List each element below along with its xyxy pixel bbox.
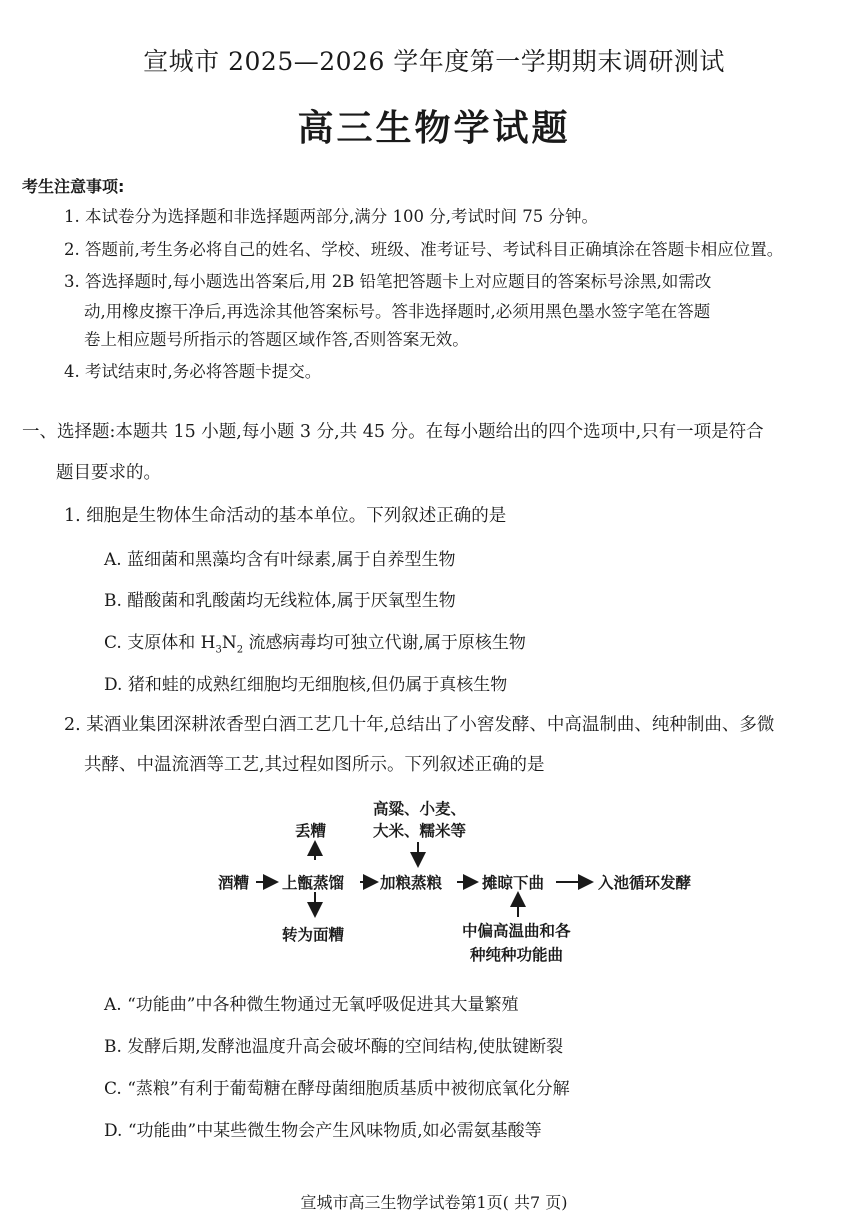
notice-item-4: 4. 考试结束时,务必将答题卡提交。 <box>64 362 322 381</box>
section-heading: 一、选择题:本题共 15 小题,每小题 3 分,共 45 分。在每小题给出的四个选项中,只有一项是符合 <box>22 422 764 442</box>
subject-title: 高三生物学试题 <box>297 108 571 149</box>
notice-item-2: 2. 答题前,考生务必将自己的姓名、学校、班级、准考证号、考试科目正确填涂在答题卡相应位置。 <box>64 240 784 259</box>
question-2-option-d: D. “功能曲”中某些微生物会产生风味物质,如必需氨基酸等 <box>104 1121 542 1141</box>
notice-item-1: 1. 本试卷分为选择题和非选择题两部分,满分 100 分,考试时间 75 分钟。 <box>64 207 598 226</box>
question-2-option-b: B. 发酵后期,发酵池温度升高会破坏酶的空间结构,使肽键断裂 <box>104 1037 564 1057</box>
question-2-option-a: A. “功能曲”中各种微生物通过无氧呼吸促进其大量繁殖 <box>104 995 519 1015</box>
label-jiu-zao: 酒糟 <box>218 874 250 892</box>
question-2-stem-cont: 共酵、中温流酒等工艺,其过程如图所示。下列叙述正确的是 <box>84 755 545 775</box>
label-shang-zeng: 上甑蒸馏 <box>282 874 345 892</box>
label-diu-zao: 丢糟 <box>295 822 327 840</box>
question-1-option-c: C. 支原体和 $H_3N_2$ 流感病毒均可独立代谢,属于原核生物 <box>104 633 526 656</box>
label-jia-liang: 加粮蒸粮 <box>380 874 443 892</box>
question-1-option-a: A. 蓝细菌和黑藻均含有叶绿素,属于自养型生物 <box>104 550 456 570</box>
label-grains-1: 高粱、小麦、 <box>373 800 467 818</box>
notice-heading: 考生注意事项: <box>22 177 125 196</box>
notice-item-3-cont-1: 动,用橡皮擦干净后,再选涂其他答案标号。答非选择题时,必须用黑色墨水签字笔在答题 <box>84 302 711 321</box>
label-tan-liang: 摊晾下曲 <box>482 874 545 892</box>
question-2-stem: 2. 某酒业集团深耕浓香型白酒工艺几十年,总结出了小窖发酵、中高温制曲、纯种制曲、多微 <box>64 715 775 735</box>
label-ru-chi: 入池循环发酵 <box>598 874 692 892</box>
label-qu-1: 中偏高温曲和各 <box>462 922 571 940</box>
exam-title: 宣城市 2025—2026 学年度第一学期期末调研测试 <box>143 47 725 76</box>
question-1-option-b: B. 醋酸菌和乳酸菌均无线粒体,属于厌氧型生物 <box>104 591 456 611</box>
label-qu-2: 种纯种功能曲 <box>470 946 564 964</box>
label-mian-zao: 转为面糟 <box>282 926 345 944</box>
label-grains-2: 大米、糯米等 <box>373 822 467 840</box>
notice-item-3-cont-2: 卷上相应题号所指示的答题区域作答,否则答案无效。 <box>84 330 469 349</box>
page-footer: 宣城市高三生物学试卷第1页( 共7 页) <box>300 1193 568 1212</box>
process-flow-diagram <box>160 780 720 970</box>
question-2-option-c: C. “蒸粮”有利于葡萄糖在酵母菌细胞质基质中被彻底氧化分解 <box>104 1079 570 1099</box>
question-1-stem: 1. 细胞是生物体生命活动的基本单位。下列叙述正确的是 <box>64 506 507 526</box>
notice-item-3: 3. 答选择题时,每小题选出答案后,用 2B 铅笔把答题卡上对应题目的答案标号涂黑,如需改 <box>64 272 712 291</box>
question-1-option-d: D. 猪和蛙的成熟红细胞均无细胞核,但仍属于真核生物 <box>104 675 508 695</box>
section-heading-cont: 题目要求的。 <box>56 463 161 483</box>
